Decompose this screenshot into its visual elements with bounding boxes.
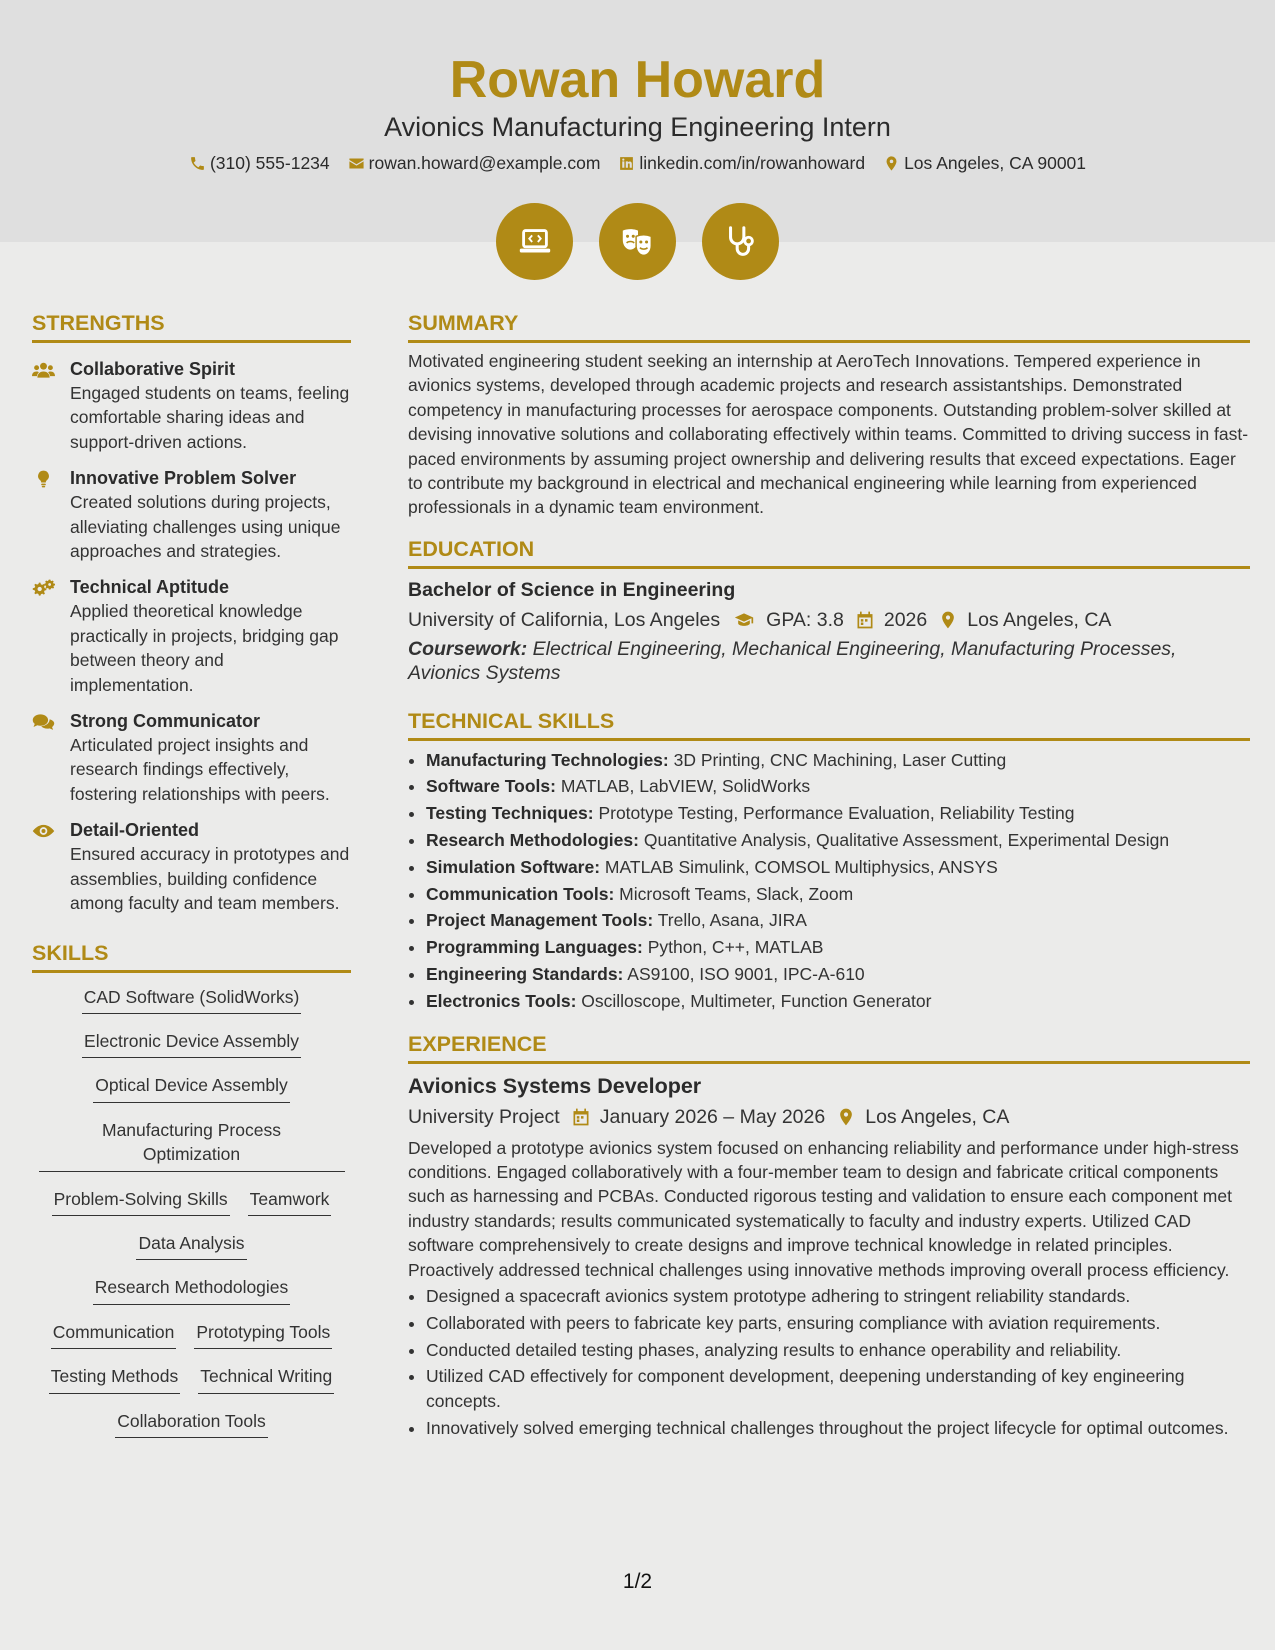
strength-desc: Articulated project insights and research findings effectively, fostering relationships with peers. [70,735,330,804]
comments-icon [32,713,55,731]
school-name: University of California, Los Angeles [408,608,721,631]
job-title: Avionics Systems Developer [408,1073,702,1098]
envelope-icon [348,155,365,172]
list-item: • Simulation Software: MATLAB Simulink, COMSOL Multiphysics, ANSYS [426,854,1250,881]
list-item: • Utilized CAD effectively for component development, deepening understanding of key engineering concepts. [426,1364,1250,1413]
job-dates: January 2026 – May 2026 [599,1105,826,1128]
summary-heading: SUMMARY [408,308,1250,343]
strength-item [32,466,351,563]
skill-chip: CAD Software (SolidWorks) [82,985,302,1014]
experience-heading: EXPERIENCE [408,1029,1250,1064]
experience-bullets [408,1284,1250,1440]
laptop-code-icon [516,223,554,261]
education-meta [408,605,1250,635]
candidate-name: Rowan Howard [449,51,826,109]
coursework-label: Coursework: [408,637,528,660]
education-heading: EDUCATION [408,534,1250,569]
strengths-heading: STRENGTHS [32,308,351,343]
graduation-year: 2026 [883,608,928,631]
list-item: • Programming Languages: Python, C++, MATLAB [426,934,1250,961]
job-description: Developed a prototype avionics system focused on enhancing reliability and performance under high-stress conditions. Engaged collaboratively with a four-member team to design and fabricate critical components such as harnessing and PCBAs. Conducted rigorous testing and validation to ensure each component met industry standards; results communicated systematically to faculty and industry experts. Utilized CAD software comprehensively to create designs and improve technical knowledge in related principles. Proactively addressed technical challenges using innovative methods improving overall process efficiency. [408,1137,1239,1280]
strength-title: Collaborative Spirit [70,359,236,379]
phone-icon [189,155,206,172]
contact-email[interactable] [348,151,601,175]
skill-chip: Optical Device Assembly [93,1073,290,1102]
skills-list [32,985,351,1438]
strength-title: Innovative Problem Solver [70,468,297,489]
candidate-role: Avionics Manufacturing Engineering Intern [384,112,891,142]
strength-item [32,818,351,915]
skill-chip: Manufacturing Process Optimization [39,1118,345,1172]
hobby-circle-theater [599,203,676,280]
left-column [32,308,351,1438]
gpa: GPA: 3.8 [766,608,844,631]
strength-title: Detail-Oriented [70,820,200,841]
skill-chip: Research Methodologies [93,1275,291,1304]
skill-chip: Testing Methods [49,1364,180,1393]
technical-skills-heading: TECHNICAL SKILLS [408,706,1250,741]
degree: Bachelor of Science in Engineering [408,578,736,601]
organization: University Project [408,1105,560,1128]
map-pin-icon [836,1107,856,1127]
list-item: • Innovatively solved emerging technical challenges throughout the project lifecycle for optimal outcomes. [426,1416,1250,1440]
lightbulb-icon [32,470,55,488]
phone-text: (310) 555-1234 [209,153,330,173]
graduation-cap-icon [731,610,757,630]
location-text: Los Angeles, CA 90001 [904,153,1087,173]
contact-linkedin[interactable] [618,151,865,175]
strength-desc: Engaged students on teams, feeling comfortable sharing ideas and support-driven actions. [70,383,350,452]
list-item: • Testing Techniques: Prototype Testing, Performance Evaluation, Reliability Testing [426,800,1250,827]
right-column [408,308,1250,1442]
linkedin-icon [618,155,635,172]
list-item: • Engineering Standards: AS9100, ISO 9001, IPC-A-610 [426,961,1250,988]
summary-text: Motivated engineering student seeking an internship at AeroTech Innovations. Tempered experience in avionics systems, developed through academic projects and research assistantships. Demonstrated competency in manufacturing processes for aerospace components. Outstanding problem-solver skilled at devising innovative solutions and collaborating effectively within teams. Committed to driving success in fast-paced environments by assuming project ownership and delivering results that exceed expectations. Eager to contribute my background in electrical and mechanical engineering while learning from experienced professionals in a dynamic team environment. [408,351,1249,518]
list-item: • Conducted detailed testing phases, analyzing results to enhance operability and reliability. [426,1338,1250,1362]
list-item: • Manufacturing Technologies: 3D Printing, CNC Machining, Laser Cutting [426,747,1250,774]
list-item: • Software Tools: MATLAB, LabVIEW, SolidWorks [426,773,1250,800]
stethoscope-icon [722,223,760,261]
list-item: • Communication Tools: Microsoft Teams, Slack, Zoom [426,881,1250,908]
coursework-list: Electrical Engineering, Mechanical Engineering, Manufacturing Processes, Avionics Systems [408,637,1177,685]
strength-title: Strong Communicator [70,711,261,732]
list-item: • Project Management Tools: Trello, Asana, JIRA [426,907,1250,934]
hobby-circle-coding [496,203,573,280]
skill-chip: Electronic Device Assembly [82,1029,301,1058]
page-number: 1/2 [622,1570,653,1593]
strength-item [32,709,351,806]
list-item: • Collaborated with peers to fabricate key parts, ensuring compliance with aviation requirements. [426,1311,1250,1335]
school-location: Los Angeles, CA [967,608,1112,631]
skill-chip: Prototyping Tools [194,1320,332,1349]
calendar-icon [855,610,875,630]
strength-title: Technical Aptitude [70,577,230,598]
skill-chip: Problem-Solving Skills [52,1187,230,1216]
job-location: Los Angeles, CA [865,1105,1010,1128]
skill-chip: Communication [51,1320,177,1349]
list-item: • Electronics Tools: Oscilloscope, Multimeter, Function Generator [426,988,1250,1015]
eye-icon [32,822,55,840]
skill-chip: Data Analysis [136,1231,246,1260]
list-item: • Designed a spacecraft avionics system prototype adhering to stringent reliability standards. [426,1284,1250,1308]
theater-masks-icon [619,223,657,261]
experience-meta [408,1102,1250,1132]
strength-item [32,357,351,454]
email-text: rowan.howard@example.com [368,153,601,173]
contact-phone[interactable] [189,151,330,175]
list-item: • Research Methodologies: Quantitative Analysis, Qualitative Assessment, Experimental Design [426,827,1250,854]
strength-item [32,575,351,697]
skills-heading: SKILLS [32,938,351,973]
hobby-circle-medicine [702,203,779,280]
skill-chip: Collaboration Tools [115,1409,268,1438]
strength-desc: Ensured accuracy in prototypes and assemblies, building confidence among faculty and team members. [70,844,350,914]
strength-desc: Created solutions during projects, alleviating challenges using unique approaches and strategies. [70,492,341,562]
cogs-icon [32,579,55,597]
contact-bar [0,151,1275,175]
strength-desc: Applied theoretical knowledge practically in projects, bridging gap between theory and implementation. [70,601,339,695]
contact-location [883,151,1086,175]
hobby-icons [0,203,1275,280]
linkedin-text: linkedin.com/in/rowanhoward [639,153,866,173]
coursework [408,637,1250,686]
map-pin-icon [883,155,900,172]
skill-chip: Teamwork [248,1187,332,1216]
calendar-icon [571,1107,591,1127]
technical-skills-list [408,747,1250,1015]
skill-chip: Technical Writing [198,1364,334,1393]
users-icon [32,361,55,379]
map-pin-icon [938,610,958,630]
